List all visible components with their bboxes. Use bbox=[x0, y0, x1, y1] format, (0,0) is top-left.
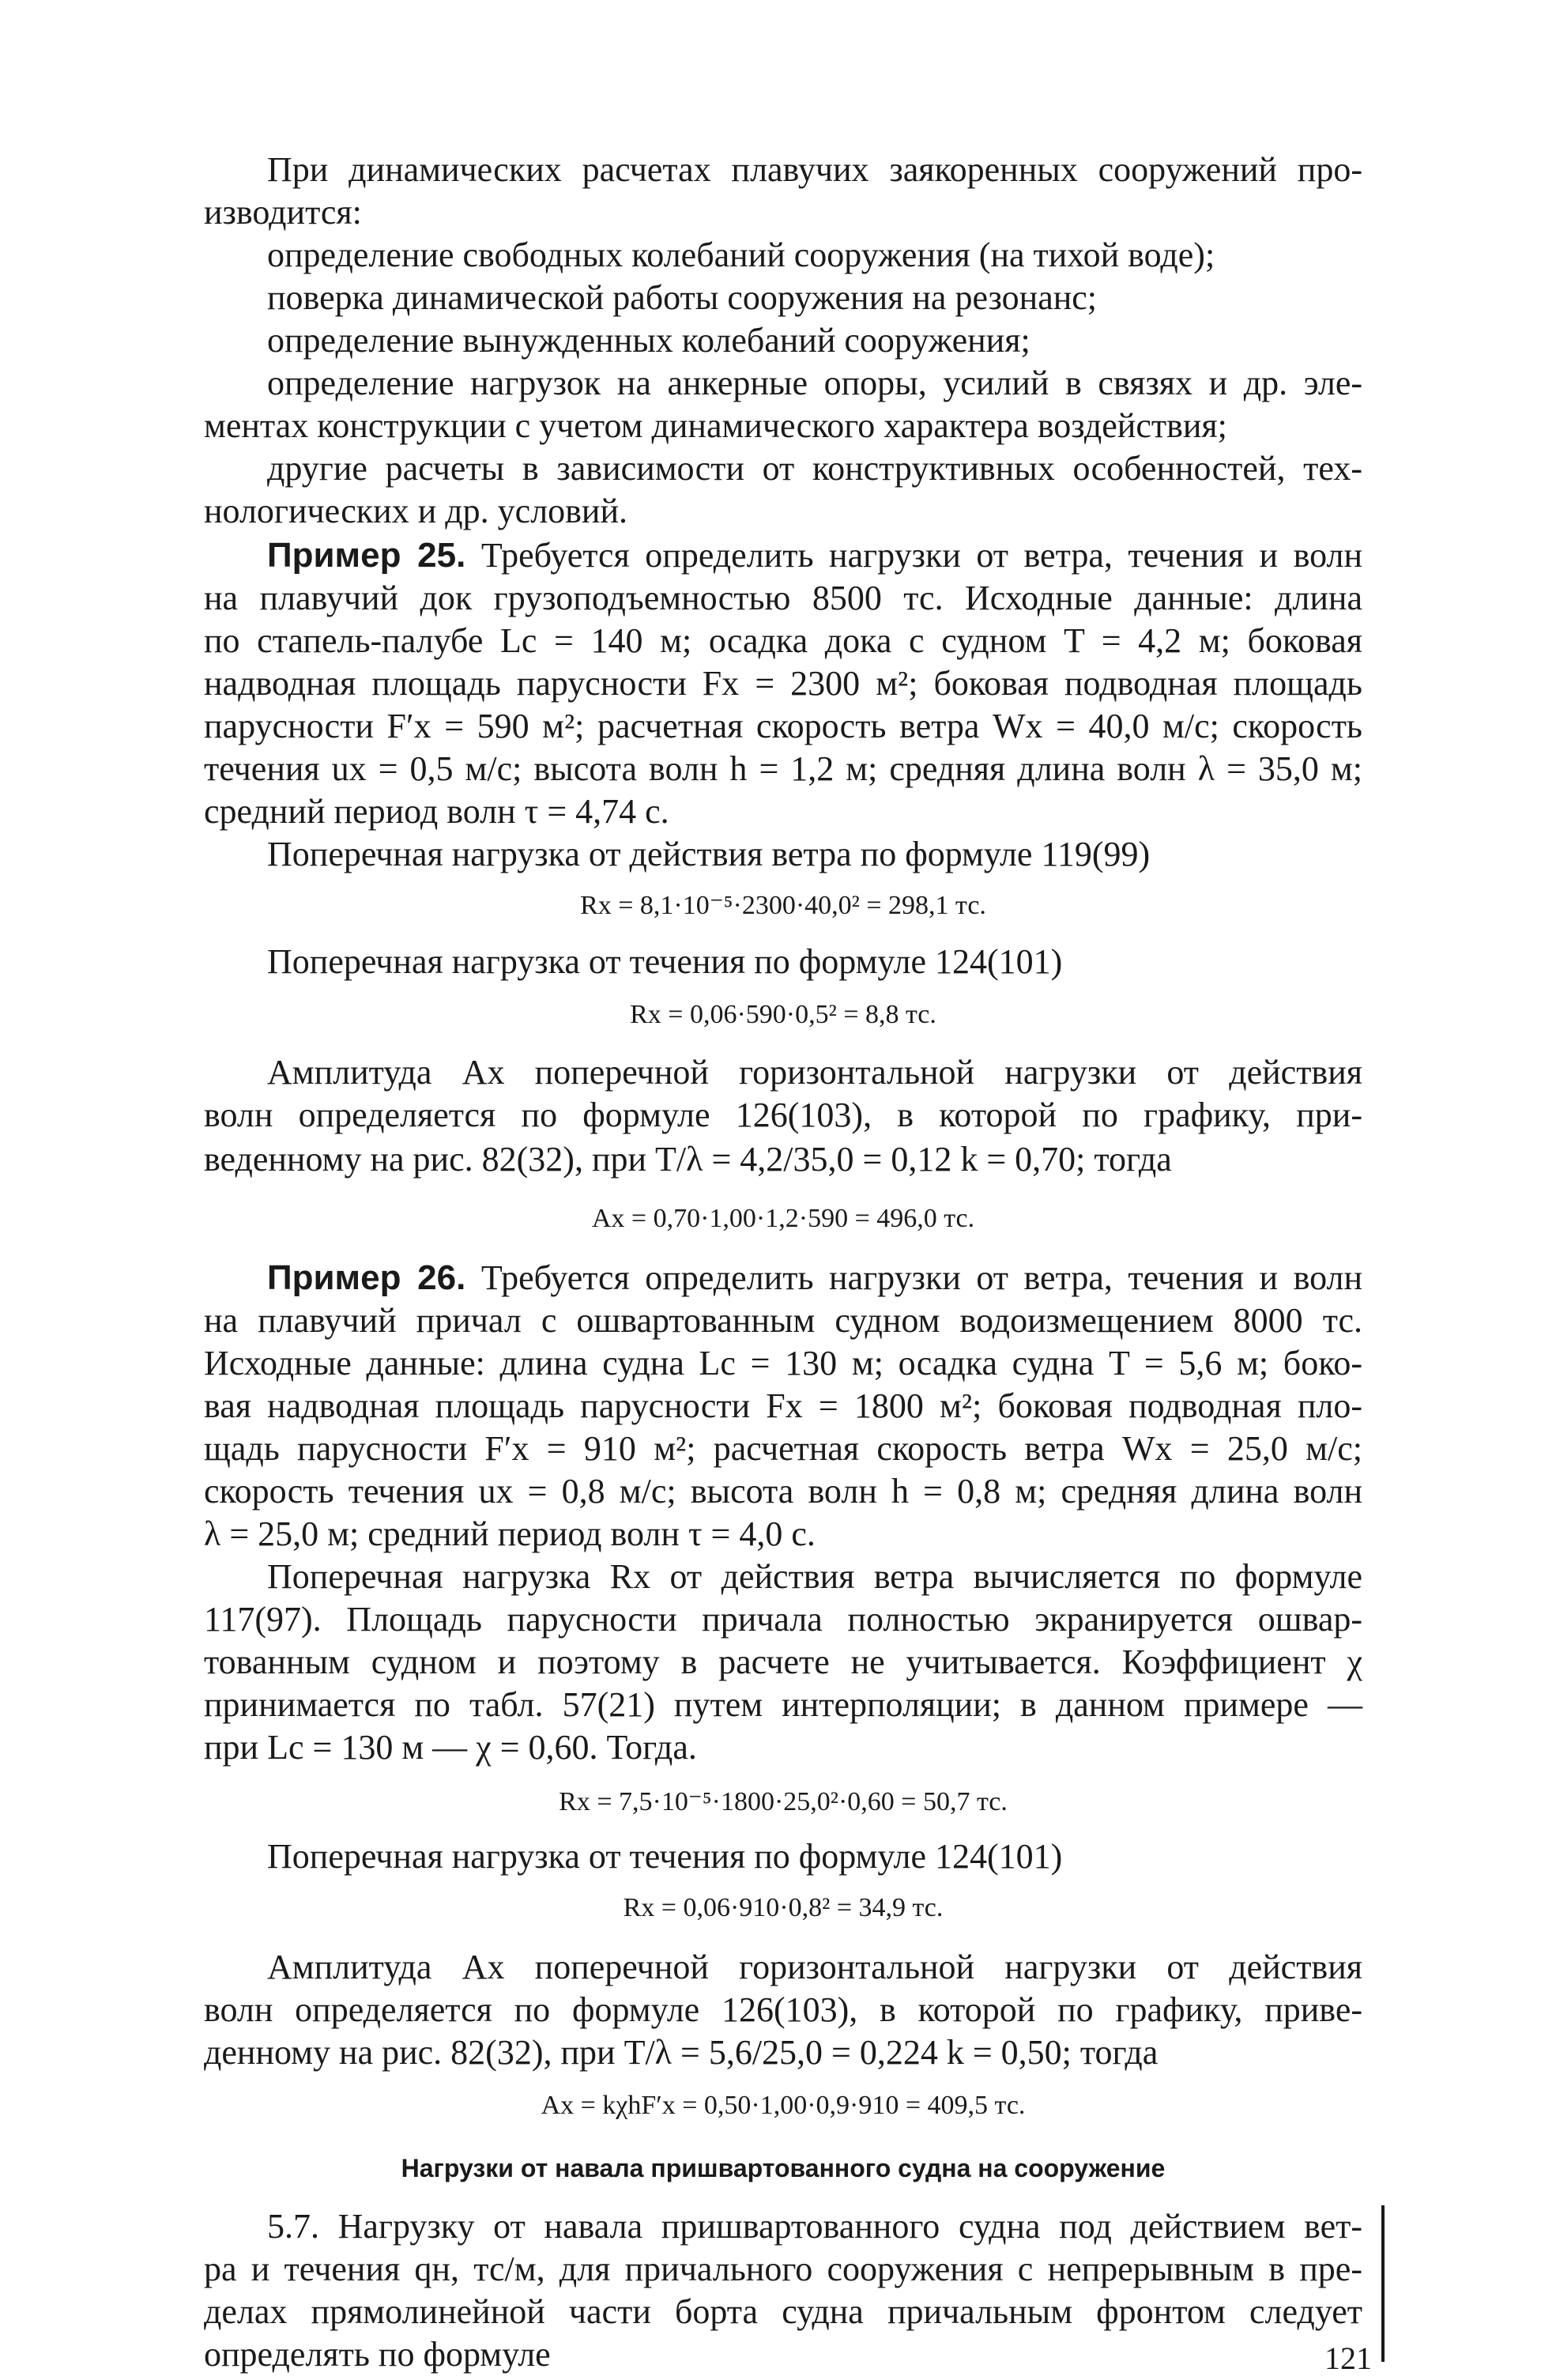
page-number: 121 bbox=[1324, 2340, 1372, 2376]
paragraph-line: скорость течения ux = 0,8 м/с; высота волн h = 0,8 м; средняя длина волн bbox=[204, 1472, 1362, 1511]
paragraph-line: при Lc = 130 м — χ = 0,60. Тогда. bbox=[204, 1728, 697, 1767]
paragraph-line: Поперечная нагрузка от течения по формуле 124(101) bbox=[267, 942, 1063, 981]
paragraph-line: Поперечная нагрузка от течения по формуле 124(101) bbox=[267, 1837, 1063, 1876]
paragraph-line: надводная площадь парусности Fx = 2300 м²; боковая подводная площадь bbox=[204, 664, 1362, 703]
paragraph-line: определять по формуле bbox=[204, 2335, 551, 2374]
paragraph-line: на плавучий док грузоподъемностью 8500 тс. Исходные данные: длина bbox=[204, 579, 1362, 617]
paragraph-line: изводится: bbox=[204, 193, 362, 232]
section-heading: Нагрузки от навала пришвартованного судна на сооружение bbox=[401, 2154, 1166, 2182]
paragraph-line: течения ux = 0,5 м/с; высота волн h = 1,2 м; средняя длина волн λ = 35,0 м; bbox=[204, 749, 1362, 788]
formula-wave-amplitude: Ax = kχhF′x = 0,50·1,00·0,9·910 = 409,5 тс. bbox=[541, 2091, 1026, 2120]
example-25-text: Требуется определить нагрузки от ветра, течения и волн bbox=[465, 536, 1362, 575]
paragraph-line: парусности F′x = 590 м²; расчетная скорость ветра Wx = 40,0 м/с; скорость bbox=[204, 707, 1362, 745]
paragraph-line: Амплитуда Ax поперечной горизонтальной нагрузки от действия bbox=[267, 1053, 1362, 1092]
list-item: определение вынужденных колебаний сооружения; bbox=[267, 321, 1030, 360]
paragraph-line: волн определяется по формуле 126(103), в которой по графику, приве- bbox=[204, 1990, 1362, 2029]
margin-change-bar bbox=[1381, 2205, 1385, 2362]
paragraph-line: принимается по табл. 57(21) путем интерполяции; в данном примере — bbox=[204, 1685, 1362, 1724]
paragraph-line: вая надводная площадь парусности Fx = 1800 м²; боковая подводная пло- bbox=[204, 1386, 1362, 1425]
example-26-first-line bbox=[204, 1257, 1362, 1299]
paragraph-line: тованным судном и поэтому в расчете не учитывается. Коэффициент χ bbox=[204, 1643, 1362, 1681]
list-item-cont: ментах конструкции с учетом динамического характера воздействия; bbox=[204, 406, 1227, 445]
example-25-label: Пример 25. bbox=[267, 536, 466, 575]
paragraph-line: Амплитуда Ax поперечной горизонтальной нагрузки от действия bbox=[267, 1948, 1362, 1986]
paragraph-line: 5.7. Нагрузку от навала пришвартованного судна под действием вет- bbox=[267, 2207, 1362, 2246]
paragraph-line: Исходные данные: длина судна Lc = 130 м; осадка судна T = 5,6 м; боко- bbox=[204, 1344, 1362, 1382]
formula-wind-load: Rx = 7,5·10⁻⁵·1800·25,0²·0,60 = 50,7 тс. bbox=[559, 1787, 1008, 1816]
paragraph-line: средний период волн τ = 4,74 с. bbox=[204, 792, 669, 831]
paragraph-line: При динамических расчетах плавучих заякоренных сооружений про- bbox=[267, 150, 1362, 189]
formula-wave-amplitude: Ax = 0,70·1,00·1,2·590 = 496,0 тс. bbox=[591, 1204, 975, 1233]
example-26-label: Пример 26. bbox=[267, 1258, 466, 1297]
paragraph-line: волн определяется по формуле 126(103), в которой по графику, при- bbox=[204, 1096, 1362, 1134]
paragraph-line: щадь парусности F′x = 910 м²; расчетная скорость ветра Wx = 25,0 м/с; bbox=[204, 1429, 1362, 1468]
paragraph-line: λ = 25,0 м; средний период волн τ = 4,0 с. bbox=[204, 1514, 816, 1553]
paragraph-line: денному на рис. 82(32), при T/λ = 5,6/25,0 = 0,224 k = 0,50; тогда bbox=[204, 2033, 1159, 2072]
paragraph-line: по стапель-палубе Lc = 140 м; осадка дока с судном T = 4,2 м; боковая bbox=[204, 621, 1362, 660]
list-item-cont: нологических и др. условий. bbox=[204, 492, 628, 530]
example-26-text: Требуется определить нагрузки от ветра, течения и волн bbox=[465, 1258, 1362, 1297]
paragraph-line: Поперечная нагрузка от действия ветра по формуле 119(99) bbox=[267, 835, 1151, 873]
list-item: определение свободных колебаний сооружения (на тихой воде); bbox=[267, 236, 1215, 274]
paragraph-line: делах прямолинейной части борта судна причальным фронтом следует bbox=[204, 2292, 1362, 2331]
formula-current-load: Rx = 0,06·910·0,8² = 34,9 тс. bbox=[623, 1893, 944, 1922]
list-item: определение нагрузок на анкерные опоры, усилий в связях и др. эле- bbox=[267, 364, 1362, 402]
paragraph-line: на плавучий причал с ошвартованным судном водоизмещением 8000 тс. bbox=[204, 1301, 1362, 1340]
paragraph-line: 117(97). Площадь парусности причала полностью экранируется ошвар- bbox=[204, 1600, 1362, 1639]
formula-wind-load: Rx = 8,1·10⁻⁵·2300·40,0² = 298,1 тс. bbox=[580, 891, 986, 920]
list-item: поверка динамической работы сооружения на резонанс; bbox=[267, 278, 1098, 317]
paragraph-line: ра и течения qн, тс/м, для причального сооружения с непрерывным в пре- bbox=[204, 2250, 1362, 2288]
paragraph-line: веденному на рис. 82(32), при T/λ = 4,2/35,0 = 0,12 k = 0,70; тогда bbox=[204, 1140, 1172, 1179]
list-item: другие расчеты в зависимости от конструктивных особенностей, тех- bbox=[267, 449, 1362, 488]
paragraph-line: Поперечная нагрузка Rx от действия ветра вычисляется по формуле bbox=[267, 1557, 1362, 1596]
example-25-first-line bbox=[204, 534, 1362, 577]
formula-current-load: Rx = 0,06·590·0,5² = 8,8 тс. bbox=[630, 1000, 936, 1029]
